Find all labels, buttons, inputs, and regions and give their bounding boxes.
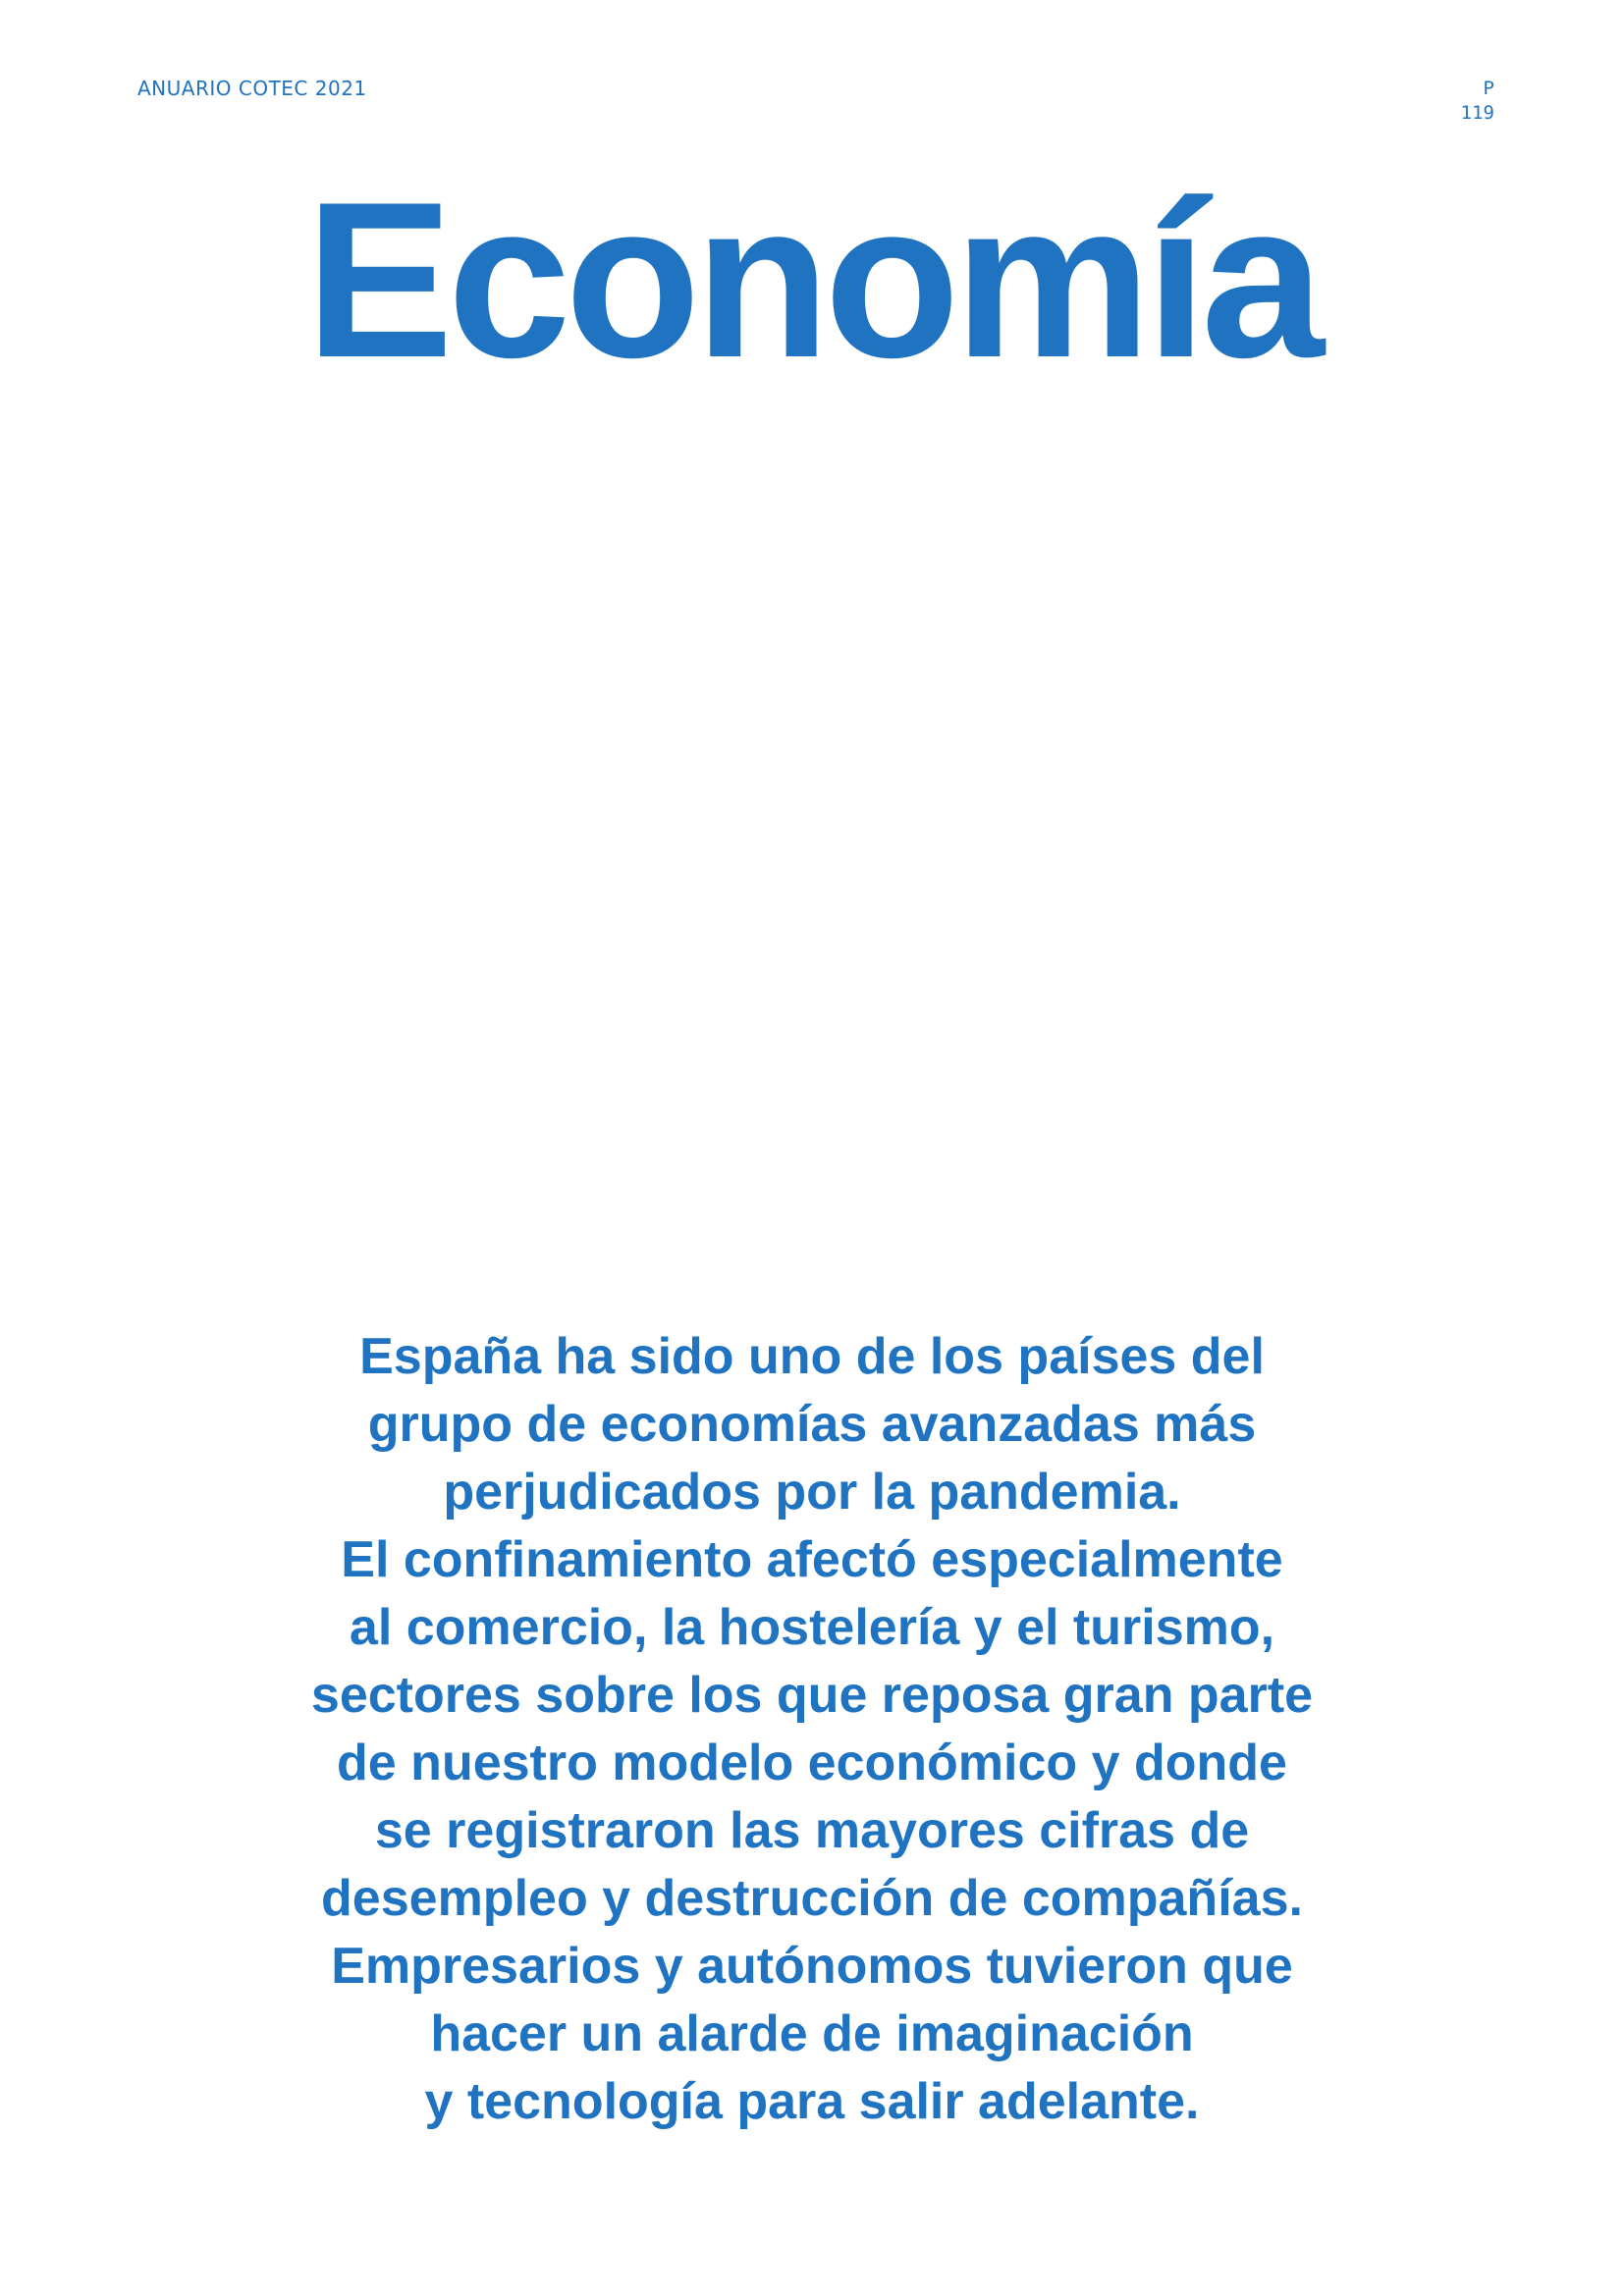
intro-line: El confinamiento afectó especialmente [341, 1531, 1283, 1588]
page-number [1416, 77, 1494, 126]
intro-line: grupo de economías avanzadas más [367, 1396, 1257, 1453]
page-number-value: 119 [1460, 102, 1494, 124]
intro-line: se registraron las mayores cifras de [374, 1802, 1250, 1859]
intro-line: España ha sido uno de los países del [359, 1328, 1265, 1385]
section-title: Economía [304, 155, 1319, 403]
intro-line: desempleo y destrucción de compañías. [321, 1870, 1303, 1927]
page-prefix: P [1483, 78, 1494, 99]
intro-line: perjudicados por la pandemia. [443, 1464, 1181, 1521]
intro-line: hacer un alarde de imaginación [430, 2005, 1194, 2062]
intro-line: sectores sobre los que reposa gran parte [310, 1667, 1314, 1724]
intro-line: y tecnología para salir adelante. [424, 2073, 1200, 2130]
intro-line: al comercio, la hostelería y el turismo, [349, 1599, 1275, 1656]
intro-paragraph [196, 1323, 1428, 2136]
running-header: ANUARIO COTEC 2021 [137, 77, 367, 100]
intro-line: de nuestro modelo económico y donde [337, 1735, 1287, 1791]
intro-line: Empresarios y autónomos tuvieron que [331, 1938, 1293, 1995]
